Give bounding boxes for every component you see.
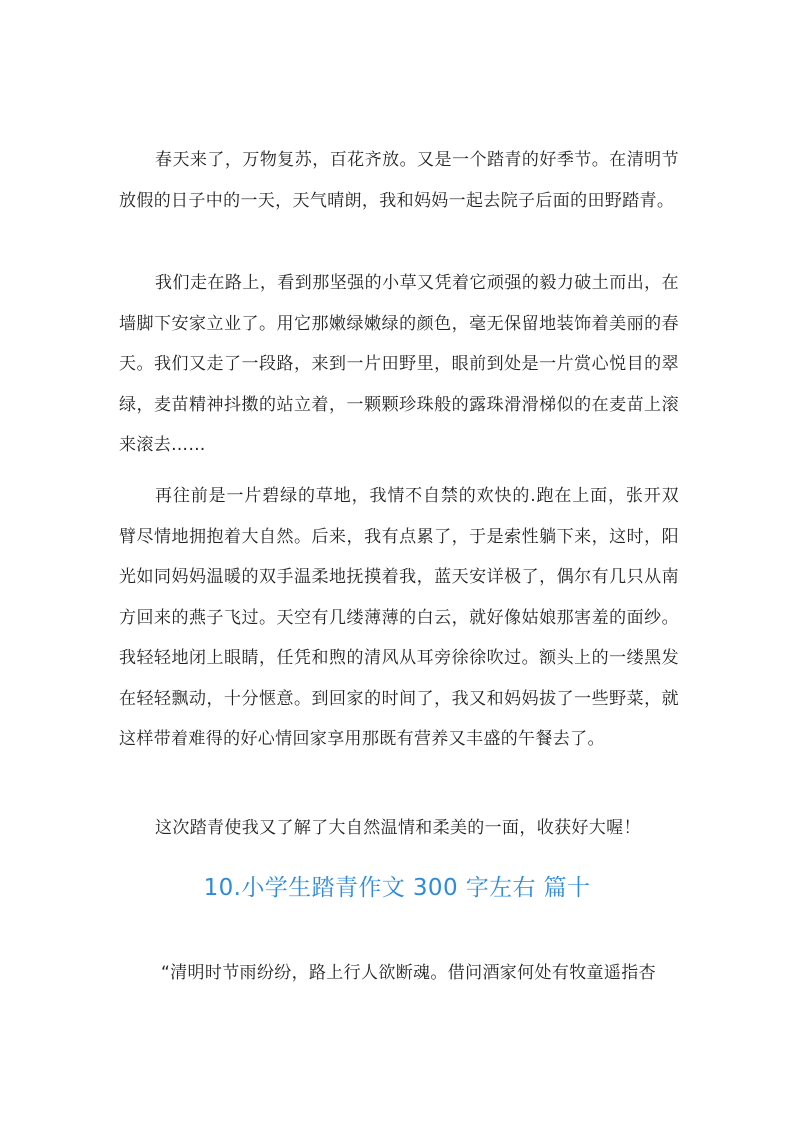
paragraph-spring-outing-intro: 春天来了，万物复苏，百花齐放。又是一个踏青的好季节。在清明节放假的日子中的一天，天气晴朗，我和妈妈一起去院子后面的田野踏青。 [119,150,679,211]
paragraph-conclusion: 这次踏青使我又了解了大自然温情和柔美的一面，收获好大喔！ [155,818,641,838]
paragraph-walk-on-road: 我们走在路上，看到那坚强的小草又凭着它顽强的毅力破土而出，在墙脚下安家立业了。用它那嫩绿嫩绿的颜色，毫无保留地装饰着美丽的春天。我们又走了一段路，来到一片田野里，眼前到处是一片赏心悦目的翠绿，麦苗精神抖擞的站立着，一颗颗珍珠般的露珠滑滑梯似的在麦苗上滚来滚去…… [119,273,679,455]
section-heading: 10.小学生踏青作文 300 字左右 篇十 [203,875,591,901]
paragraph-poem-quote: “清明时节雨纷纷，路上行人欲断魂。借问酒家何处有牧童遥指杏 [161,963,656,983]
paragraph-grassland: 再往前是一片碧绿的草地，我情不自禁的欢快的.跑在上面，张开双臂尽情地拥抱着大自然。后来，我有点累了，于是索性躺下来，这时，阳光如同妈妈温暖的双手温柔地抚摸着我，蓝天安详极了，偶尔有几只从南方回来的燕子飞过。天空有几缕薄薄的白云，就好像姑娘那害羞的面纱。我轻轻地闭上眼睛，任凭和煦的清风从耳旁徐徐吹过。额头上的一缕黑发在轻轻飘动，十分惬意。到回家的时间了，我又和妈妈拔了一些野菜，就这样带着难得的好心情回家享用那既有营养又丰盛的午餐去了。 [119,486,679,749]
